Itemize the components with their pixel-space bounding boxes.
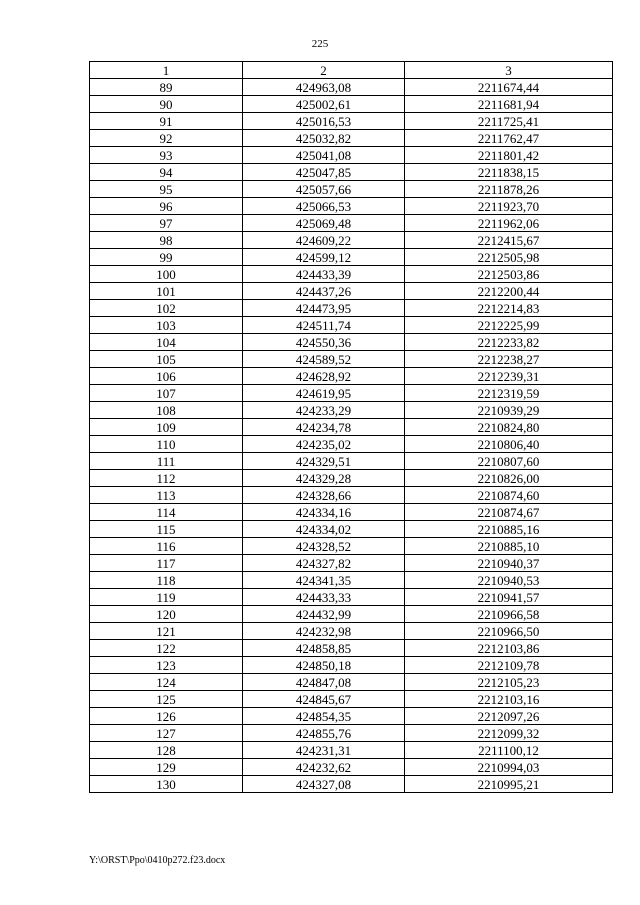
x-coordinate-cell: 424235,02 (243, 436, 405, 453)
point-number-cell: 96 (90, 198, 243, 215)
x-coordinate-cell: 424232,62 (243, 759, 405, 776)
point-number-cell: 118 (90, 572, 243, 589)
y-coordinate-cell: 2212105,23 (405, 674, 613, 691)
y-coordinate-cell: 2212415,67 (405, 232, 613, 249)
table-row (90, 776, 613, 793)
point-number-cell: 94 (90, 164, 243, 181)
point-number-cell: 100 (90, 266, 243, 283)
x-coordinate-cell: 424854,35 (243, 708, 405, 725)
x-coordinate-cell: 424334,16 (243, 504, 405, 521)
table-row (90, 691, 613, 708)
y-coordinate-cell: 2212214,83 (405, 300, 613, 317)
table-row (90, 572, 613, 589)
y-coordinate-cell: 2211801,42 (405, 147, 613, 164)
point-number-cell: 130 (90, 776, 243, 793)
table-row (90, 385, 613, 402)
table-row (90, 232, 613, 249)
table-row (90, 351, 613, 368)
y-coordinate-cell: 2212239,31 (405, 368, 613, 385)
table-row (90, 215, 613, 232)
x-coordinate-cell: 425066,53 (243, 198, 405, 215)
table-row (90, 725, 613, 742)
point-number-cell: 117 (90, 555, 243, 572)
point-number-cell: 101 (90, 283, 243, 300)
y-coordinate-cell: 2212505,98 (405, 249, 613, 266)
point-number-cell: 90 (90, 96, 243, 113)
y-coordinate-cell: 2210807,60 (405, 453, 613, 470)
x-coordinate-cell: 424847,08 (243, 674, 405, 691)
point-number-cell: 123 (90, 657, 243, 674)
table-row (90, 283, 613, 300)
y-coordinate-cell: 2212099,32 (405, 725, 613, 742)
table-row (90, 521, 613, 538)
table-row (90, 470, 613, 487)
table-row (90, 181, 613, 198)
point-number-cell: 105 (90, 351, 243, 368)
point-number-cell: 103 (90, 317, 243, 334)
table-row (90, 317, 613, 334)
table-row (90, 742, 613, 759)
x-coordinate-cell: 424855,76 (243, 725, 405, 742)
point-number-cell: 128 (90, 742, 243, 759)
y-coordinate-cell: 2210966,58 (405, 606, 613, 623)
x-coordinate-cell: 424628,92 (243, 368, 405, 385)
x-coordinate-cell: 424328,52 (243, 538, 405, 555)
x-coordinate-cell: 424589,52 (243, 351, 405, 368)
x-coordinate-cell: 424233,29 (243, 402, 405, 419)
y-coordinate-cell: 2212200,44 (405, 283, 613, 300)
table-row (90, 368, 613, 385)
y-coordinate-cell: 2210940,37 (405, 555, 613, 572)
x-coordinate-cell: 425069,48 (243, 215, 405, 232)
x-coordinate-cell: 424328,66 (243, 487, 405, 504)
y-coordinate-cell: 2211838,15 (405, 164, 613, 181)
table-body (90, 79, 613, 793)
x-coordinate-cell: 425002,61 (243, 96, 405, 113)
coordinates-table (89, 61, 613, 793)
x-coordinate-cell: 424963,08 (243, 79, 405, 96)
table-row (90, 657, 613, 674)
point-number-cell: 102 (90, 300, 243, 317)
y-coordinate-cell: 2212233,82 (405, 334, 613, 351)
y-coordinate-cell: 2211923,70 (405, 198, 613, 215)
point-number-cell: 109 (90, 419, 243, 436)
x-coordinate-cell: 424341,35 (243, 572, 405, 589)
x-coordinate-cell: 424231,31 (243, 742, 405, 759)
point-number-cell: 95 (90, 181, 243, 198)
y-coordinate-cell: 2210994,03 (405, 759, 613, 776)
y-coordinate-cell: 2212238,27 (405, 351, 613, 368)
point-number-cell: 99 (90, 249, 243, 266)
table-row (90, 623, 613, 640)
table-row (90, 249, 613, 266)
table-row (90, 419, 613, 436)
x-coordinate-cell: 425016,53 (243, 113, 405, 130)
table-header-row (90, 62, 613, 79)
y-coordinate-cell: 2210939,29 (405, 402, 613, 419)
point-number-cell: 121 (90, 623, 243, 640)
point-number-cell: 93 (90, 147, 243, 164)
table-row (90, 79, 613, 96)
table-row (90, 334, 613, 351)
x-coordinate-cell: 424433,33 (243, 589, 405, 606)
y-coordinate-cell: 2212103,16 (405, 691, 613, 708)
x-coordinate-cell: 424334,02 (243, 521, 405, 538)
y-coordinate-cell: 2211878,26 (405, 181, 613, 198)
point-number-cell: 110 (90, 436, 243, 453)
x-coordinate-cell: 424845,67 (243, 691, 405, 708)
column-header: 2 (243, 62, 405, 79)
table-row (90, 487, 613, 504)
table-row (90, 266, 613, 283)
page-number: 225 (311, 38, 329, 50)
x-coordinate-cell: 424858,85 (243, 640, 405, 657)
y-coordinate-cell: 2210885,10 (405, 538, 613, 555)
point-number-cell: 106 (90, 368, 243, 385)
table-row (90, 164, 613, 181)
point-number-cell: 116 (90, 538, 243, 555)
y-coordinate-cell: 2210966,50 (405, 623, 613, 640)
point-number-cell: 113 (90, 487, 243, 504)
x-coordinate-cell: 424511,74 (243, 317, 405, 334)
table-row (90, 453, 613, 470)
point-number-cell: 124 (90, 674, 243, 691)
x-coordinate-cell: 424850,18 (243, 657, 405, 674)
table-row (90, 674, 613, 691)
point-number-cell: 92 (90, 130, 243, 147)
y-coordinate-cell: 2211674,44 (405, 79, 613, 96)
x-coordinate-cell: 424327,08 (243, 776, 405, 793)
point-number-cell: 112 (90, 470, 243, 487)
point-number-cell: 108 (90, 402, 243, 419)
table-row (90, 402, 613, 419)
y-coordinate-cell: 2212225,99 (405, 317, 613, 334)
y-coordinate-cell: 2210806,40 (405, 436, 613, 453)
x-coordinate-cell: 425032,82 (243, 130, 405, 147)
point-number-cell: 122 (90, 640, 243, 657)
x-coordinate-cell: 424437,26 (243, 283, 405, 300)
y-coordinate-cell: 2210885,16 (405, 521, 613, 538)
table-row (90, 96, 613, 113)
point-number-cell: 115 (90, 521, 243, 538)
table-row (90, 504, 613, 521)
y-coordinate-cell: 2210941,57 (405, 589, 613, 606)
y-coordinate-cell: 2210874,60 (405, 487, 613, 504)
point-number-cell: 107 (90, 385, 243, 402)
table-row (90, 300, 613, 317)
table-row (90, 147, 613, 164)
point-number-cell: 89 (90, 79, 243, 96)
table-row (90, 198, 613, 215)
y-coordinate-cell: 2211762,47 (405, 130, 613, 147)
column-header: 1 (90, 62, 243, 79)
y-coordinate-cell: 2210940,53 (405, 572, 613, 589)
point-number-cell: 111 (90, 453, 243, 470)
x-coordinate-cell: 424599,12 (243, 249, 405, 266)
point-number-cell: 104 (90, 334, 243, 351)
x-coordinate-cell: 424432,99 (243, 606, 405, 623)
x-coordinate-cell: 425041,08 (243, 147, 405, 164)
point-number-cell: 120 (90, 606, 243, 623)
table-row (90, 436, 613, 453)
x-coordinate-cell: 424433,39 (243, 266, 405, 283)
y-coordinate-cell: 2210874,67 (405, 504, 613, 521)
x-coordinate-cell: 424329,28 (243, 470, 405, 487)
y-coordinate-cell: 2212503,86 (405, 266, 613, 283)
y-coordinate-cell: 2211100,12 (405, 742, 613, 759)
point-number-cell: 98 (90, 232, 243, 249)
y-coordinate-cell: 2212097,26 (405, 708, 613, 725)
table-row (90, 708, 613, 725)
table-row (90, 640, 613, 657)
x-coordinate-cell: 424329,51 (243, 453, 405, 470)
point-number-cell: 129 (90, 759, 243, 776)
y-coordinate-cell: 2212109,78 (405, 657, 613, 674)
y-coordinate-cell: 2212319,59 (405, 385, 613, 402)
file-path-footer: Y:\ORST\Ppo\0410p272.f23.docx (89, 855, 226, 866)
y-coordinate-cell: 2212103,86 (405, 640, 613, 657)
x-coordinate-cell: 424550,36 (243, 334, 405, 351)
point-number-cell: 126 (90, 708, 243, 725)
point-number-cell: 114 (90, 504, 243, 521)
table-row (90, 589, 613, 606)
table-row (90, 130, 613, 147)
x-coordinate-cell: 424232,98 (243, 623, 405, 640)
table-row (90, 606, 613, 623)
x-coordinate-cell: 424234,78 (243, 419, 405, 436)
y-coordinate-cell: 2211962,06 (405, 215, 613, 232)
point-number-cell: 91 (90, 113, 243, 130)
point-number-cell: 125 (90, 691, 243, 708)
y-coordinate-cell: 2211725,41 (405, 113, 613, 130)
table-row (90, 113, 613, 130)
x-coordinate-cell: 424619,95 (243, 385, 405, 402)
x-coordinate-cell: 425057,66 (243, 181, 405, 198)
point-number-cell: 97 (90, 215, 243, 232)
x-coordinate-cell: 424609,22 (243, 232, 405, 249)
y-coordinate-cell: 2211681,94 (405, 96, 613, 113)
x-coordinate-cell: 425047,85 (243, 164, 405, 181)
y-coordinate-cell: 2210824,80 (405, 419, 613, 436)
y-coordinate-cell: 2210995,21 (405, 776, 613, 793)
x-coordinate-cell: 424473,95 (243, 300, 405, 317)
y-coordinate-cell: 2210826,00 (405, 470, 613, 487)
column-header: 3 (405, 62, 613, 79)
table-row (90, 759, 613, 776)
point-number-cell: 119 (90, 589, 243, 606)
point-number-cell: 127 (90, 725, 243, 742)
table-row (90, 538, 613, 555)
table-row (90, 555, 613, 572)
x-coordinate-cell: 424327,82 (243, 555, 405, 572)
